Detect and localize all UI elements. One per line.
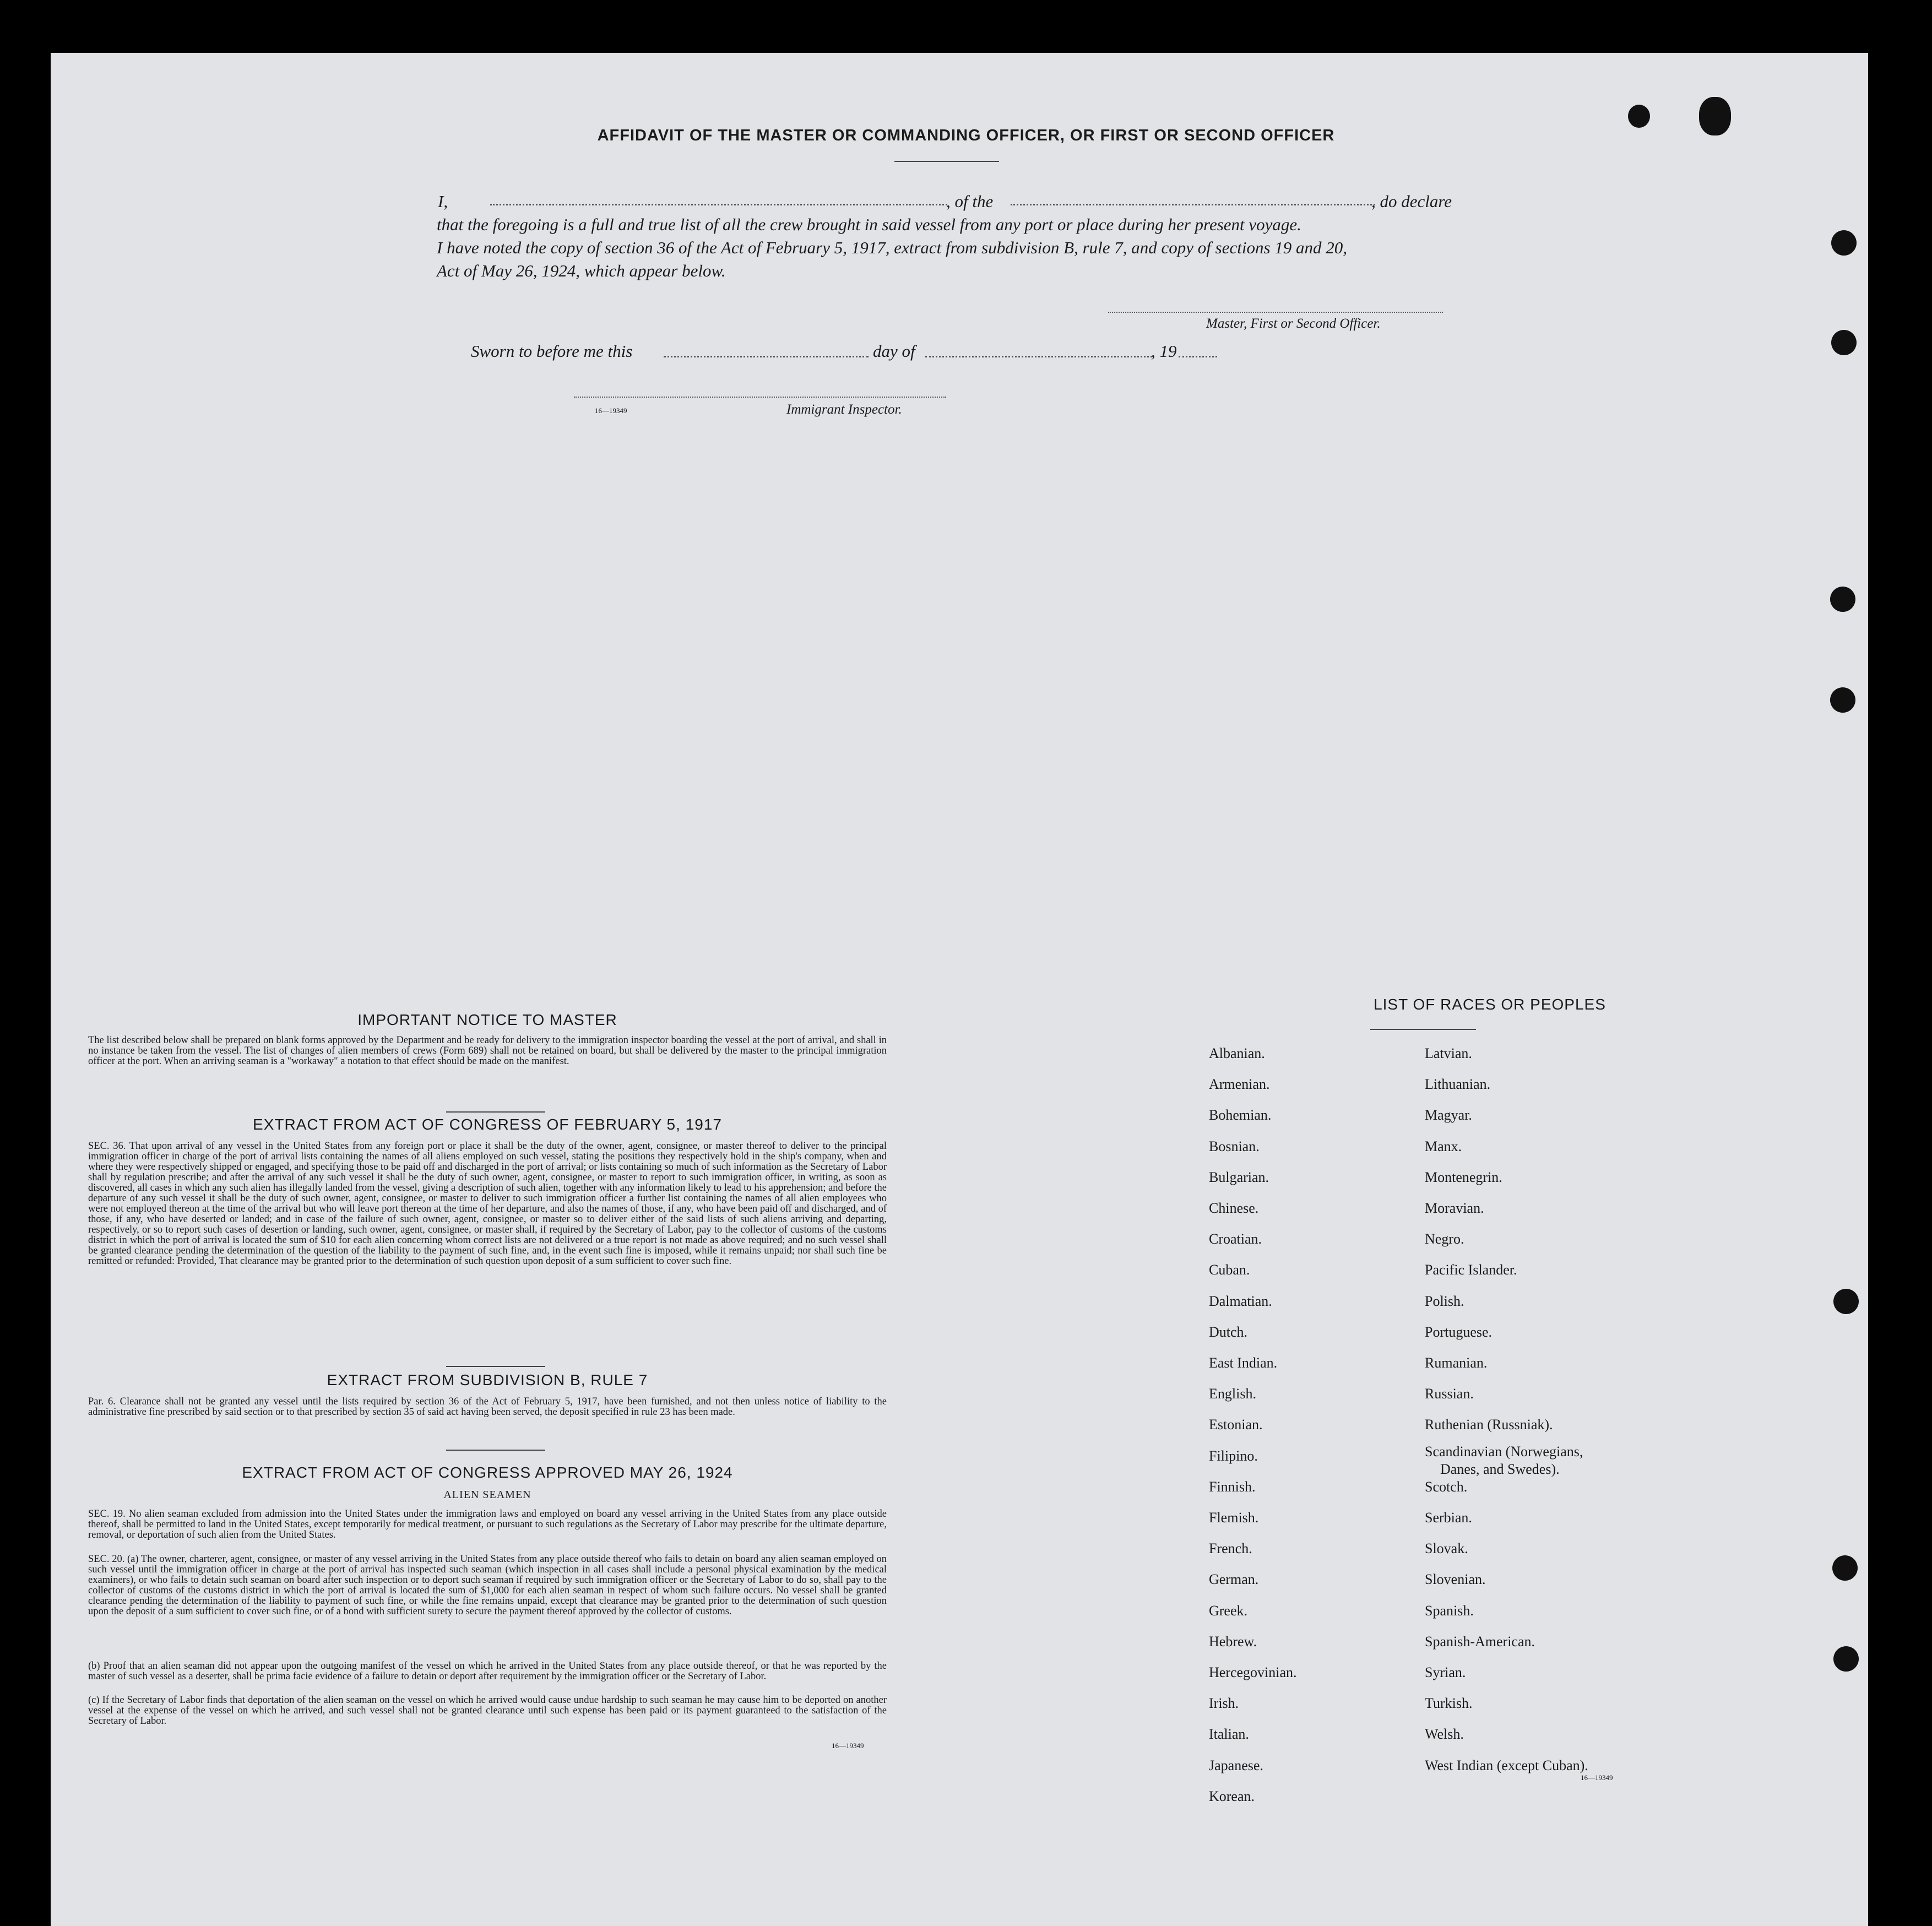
sworn-month-line[interactable]: [925, 356, 1152, 357]
sec20c-text: (c) If the Secretary of Labor finds that deportation of the alien seaman on the vessel on which he arrived would cause undue hardship to such seaman he may cause him to be deported on another vessel at the expense of the vessel on which he arrived, and such vessel shall not be granted clearance until such expense has been paid or its payment guaranteed to the satisfaction of the Secretary of Labor.: [88, 1695, 887, 1727]
race-item: Japanese.: [1209, 1757, 1263, 1773]
punch-hole: [1832, 1555, 1858, 1581]
race-item: Slovenian.: [1425, 1571, 1486, 1588]
race-item: Spanish-American.: [1425, 1633, 1535, 1650]
race-item: Danes, and Swedes).: [1440, 1461, 1560, 1477]
race-item: Estonian.: [1209, 1417, 1263, 1433]
race-item: Rumanian.: [1425, 1355, 1488, 1371]
race-item: Negro.: [1425, 1231, 1464, 1247]
race-item: Finnish.: [1209, 1478, 1256, 1495]
extract-1924-heading: EXTRACT FROM ACT OF CONGRESS APPROVED MAY 26, 1924: [242, 1464, 733, 1481]
inspector-label: Immigrant Inspector.: [786, 402, 902, 417]
races-rule: [1370, 1029, 1476, 1030]
signature-label: Master, First or Second Officer.: [1206, 316, 1381, 331]
race-item: Syrian.: [1425, 1664, 1466, 1680]
affidavit-i-label: I,: [438, 192, 448, 211]
race-item: Slovak.: [1425, 1540, 1468, 1557]
races-heading: LIST OF RACES OR PEOPLES: [1374, 996, 1606, 1013]
rule7-heading: EXTRACT FROM SUBDIVISION B, RULE 7: [327, 1371, 648, 1388]
extract-1917-heading: EXTRACT FROM ACT OF CONGRESS OF FEBRUARY 5, 1917: [253, 1116, 722, 1133]
sworn-label: Sworn to before me this: [471, 341, 633, 361]
form-number: 16—19349: [595, 406, 627, 415]
notice-heading: IMPORTANT NOTICE TO MASTER: [357, 1011, 617, 1028]
race-item: West Indian (except Cuban).: [1425, 1757, 1588, 1773]
punch-hole: [1831, 230, 1857, 256]
race-item: Croatian.: [1209, 1231, 1262, 1247]
punch-hole: [1833, 1289, 1859, 1314]
punch-hole: [1833, 1646, 1859, 1672]
race-item: Ruthenian (Russniak).: [1425, 1417, 1553, 1433]
race-item: Flemish.: [1209, 1510, 1259, 1526]
race-item: Albanian.: [1209, 1045, 1265, 1061]
race-item: Spanish.: [1425, 1602, 1474, 1619]
rule-1917: [446, 1111, 545, 1113]
race-item: Scandinavian (Norwegians,: [1425, 1443, 1583, 1460]
race-item: Cuban.: [1209, 1262, 1250, 1278]
race-item: Lithuanian.: [1425, 1076, 1491, 1093]
race-item: Scotch.: [1425, 1478, 1468, 1495]
race-item: East Indian.: [1209, 1355, 1278, 1371]
day-of-label: day of: [873, 341, 915, 361]
sec20a-text: SEC. 20. (a) The owner, charterer, agent, consignee, or master of any vessel arriving in the United States from any place outside thereof who fails to detain on board any alien seaman employed on such vessel until the immigration officer in charge at the port of arrival has inspected such seaman (which inspection in all cases shall include a personal physical examination by the medical examiners), or who fails to detain such seaman on board after such inspection or to deport such seaman if required by such immigration officer or the Secretary of Labor to do so, shall pay to the collector of customs of the customs district in which the port of arrival is located the sum of $1,000 for each alien seaman in respect of whom such failure occurs. No vessel shall be granted clearance pending the determination of the liability to payment of such fine, or while the fine remains unpaid, except that clearance may be granted prior to the determination of such question upon the deposit of a sum sufficient to cover such fine, or of a bond with sufficient surety to secure the payment thereof approved by the collector of customs.: [88, 1554, 887, 1617]
race-item: Bohemian.: [1209, 1107, 1272, 1124]
affidavit-heading: AFFIDAVIT OF THE MASTER OR COMMANDING OFFICER, OR FIRST OR SECOND OFFICER: [597, 127, 1335, 144]
race-item: Magyar.: [1425, 1107, 1472, 1124]
affidavit-line-4: Act of May 26, 1924, which appear below.: [437, 261, 726, 280]
sec19-text: SEC. 19. No alien seaman excluded from admission into the United States under the immigration laws and employed on board any vessel arriving in the United States from any place outside thereof, shall be permitted to land in the United States, except temporarily for medical treatment, or pursuant to such regulations as the Secretary of Labor may prescribe for the ultimate departure, removal, or deportation of such alien from the United States.: [88, 1509, 887, 1540]
form-number-bottom: 16—19349: [832, 1741, 864, 1750]
year-label: , 19: [1151, 341, 1177, 361]
affidavit-line-3: I have noted the copy of section 36 of the Act of February 5, 1917, extract from subdivision B, rule 7, and copy of sections 19 and 20,: [437, 238, 1348, 257]
rule-rule7: [446, 1366, 545, 1367]
race-item: Chinese.: [1209, 1200, 1259, 1216]
race-item: Pacific Islander.: [1425, 1262, 1517, 1278]
punch-hole: [1628, 105, 1650, 128]
signature-line[interactable]: [1108, 312, 1443, 313]
heading-rule: [894, 161, 999, 162]
affidavit-line-2: that the foregoing is a full and true list of all the crew brought in said vessel from any port or place during her present voyage.: [437, 215, 1301, 234]
inspector-signature-line[interactable]: [574, 397, 946, 398]
race-item: Bulgarian.: [1209, 1169, 1269, 1185]
rule7-text: Par. 6. Clearance shall not be granted any vessel until the lists required by section 36 of the Act of February 5, 1917, have been furnished, and not then unless notice of liability to the administrative fine prescribed by said section or to that prescribed by section 35 of said act having been served, the deposit specified in rule 23 has been made.: [88, 1396, 887, 1418]
alien-seamen-subheading: ALIEN SEAMEN: [443, 1489, 531, 1501]
vessel-field-line[interactable]: [1011, 204, 1375, 205]
race-item: Russian.: [1425, 1386, 1474, 1402]
race-item: Turkish.: [1425, 1695, 1473, 1712]
race-item: English.: [1209, 1386, 1256, 1402]
race-item: Montenegrin.: [1425, 1169, 1502, 1185]
name-field-line[interactable]: [490, 204, 947, 205]
race-item: Irish.: [1209, 1695, 1239, 1712]
affidavit-do-declare: , do declare: [1371, 192, 1452, 211]
race-item: Filipino.: [1209, 1447, 1258, 1464]
race-item: Serbian.: [1425, 1510, 1472, 1526]
document-page: [51, 53, 1868, 1926]
race-item: German.: [1209, 1571, 1259, 1588]
race-item: Armenian.: [1209, 1076, 1270, 1093]
sec20b-text: (b) Proof that an alien seaman did not appear upon the outgoing manifest of the vessel on which he arrived in the United States from any place outside thereof, or that he was reported by the master of such vessel as a deserter, shall be prima facie evidence of a failure to detain or deport after requirement by the immigration officer or the Secretary of Labor.: [88, 1661, 887, 1682]
notice-text: The list described below shall be prepared on blank forms approved by the Department and be ready for delivery to the immigration inspector boarding the vessel at the port of arrival, and shall in no instance be taken from the vessel. The list of changes of alien members of crews (Form 689) shall not be retained on board, but shall be delivered by the master to the principal immigration officer at the port. When an arriving seaman is a "workaway" a notation to that effect should be made on the manifest.: [88, 1035, 887, 1067]
punch-hole: [1831, 330, 1857, 355]
race-item: Moravian.: [1425, 1200, 1484, 1216]
race-item: Bosnian.: [1209, 1138, 1260, 1154]
rule-1924: [446, 1450, 545, 1451]
race-item: Polish.: [1425, 1293, 1464, 1309]
race-item: Welsh.: [1425, 1726, 1464, 1743]
race-item: Hercegovinian.: [1209, 1664, 1297, 1680]
race-item: Portuguese.: [1425, 1323, 1493, 1340]
punch-hole: [1830, 687, 1855, 713]
sworn-day-line[interactable]: [664, 356, 869, 357]
race-item: Latvian.: [1425, 1045, 1472, 1061]
extract-1917-text: SEC. 36. That upon arrival of any vessel in the United States from any foreign port or place it shall be the duty of the owner, agent, consignee, or master thereof to deliver to the principal immigration officer in charge of the port of arrival lists containing the names of all aliens employed on such vessel, stating the positions they respectively hold in the ship's company, when and where they were respectively shipped or engaged, and specifying those to be paid off and discharged in the port of arrival; or lists containing so much of such information as the Secretary of Labor shall by regulation prescribe; and after the arrival of any such vessel it shall be the duty of such owner, agent, consignee, or master to report to such immigration officer, in writing, as soon as discovered, all cases in which any such alien has illegally landed from the vessel, giving a description of such alien, together with any information likely to lead to his apprehension; and before the departure of any such vessel it shall be the duty of such owner, agent, consignee, or master to deliver to such immigration officer a further list containing the names of all alien employees who were not employed thereon at the time of the arrival but who will leave port thereon at the time of her departure, and also the names of those, if any, who have been paid off and discharged, and of those, if any, who have deserted or landed; and in case of the failure of such owner, agent, consignee, or master so to deliver either of the said lists of such aliens arriving and departing, respectively, or so to report such cases of desertion or landing, such owner, agent, consignee, or master shall, if required by the Secretary of Labor, pay to the collector of customs of the customs district in which the port of arrival is located the sum of $10 for each alien concerning whom correct lists are not delivered or a true report is not made as above required; and no such vessel shall be granted clearance pending the determination of the question of the liability to the payment of such fine, and, in the event such fine is imposed, while it remains unpaid; nor shall such fine be remitted or refunded: Provided, That clearance may be granted prior to the determination of such question upon deposit of a sum sufficient to cover such fine.: [88, 1141, 887, 1267]
race-item: Korean.: [1209, 1788, 1255, 1804]
race-item: Italian.: [1209, 1726, 1249, 1743]
affidavit-of-the: , of the: [946, 192, 994, 211]
race-item: Hebrew.: [1209, 1633, 1257, 1650]
race-item: Manx.: [1425, 1138, 1462, 1154]
punch-hole: [1830, 587, 1855, 612]
races-form-number: 16—19349: [1581, 1773, 1613, 1782]
race-item: Greek.: [1209, 1602, 1248, 1619]
race-item: Dutch.: [1209, 1323, 1248, 1340]
race-item: Dalmatian.: [1209, 1293, 1272, 1309]
sworn-year-line[interactable]: [1179, 356, 1217, 357]
race-item: French.: [1209, 1540, 1252, 1557]
